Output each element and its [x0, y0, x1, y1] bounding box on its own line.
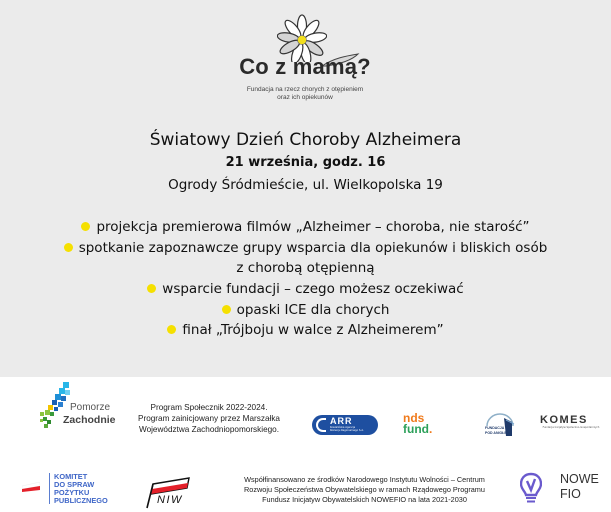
- nowe-fio-label: [560, 472, 599, 502]
- cofinancing-text: [222, 475, 507, 505]
- co-z-mama-logo: [230, 6, 380, 106]
- agenda-item-text: finał „Trójboju w walce z Alzheimerem”: [182, 322, 444, 339]
- nds-label: nds: [403, 411, 425, 425]
- divider: [49, 473, 50, 504]
- program-line: Program Społecznik 2022-2024.: [150, 403, 268, 412]
- chevron-left-icon: [316, 418, 326, 432]
- cofinancing-line: Współfinansowano ze środków Narodowego Instytutu Wolności – Centrum: [244, 475, 485, 484]
- zachodnie-label: Zachodnie: [63, 414, 116, 426]
- event-title: Światowy Dzień Choroby Alzheimera: [149, 130, 462, 150]
- nowe-fio-line: FIO: [560, 487, 581, 501]
- event-location: Ogrody Śródmieście, ul. Wielkopolska 19: [168, 177, 443, 193]
- tagline-line: Fundacja na rzecz chorych z otępieniem: [246, 86, 364, 93]
- event-date-time: 21 września, godz. 16: [225, 155, 386, 170]
- program-spolecznik-text: [125, 402, 293, 435]
- agenda-item-text: z chorobą otępienną: [236, 260, 375, 277]
- komes-sub: Fundacja Inicjatyw Społeczno-Gospodarczych: [542, 426, 600, 429]
- agenda-item-text: opaski ICE dla chorych: [236, 301, 390, 318]
- kdspp-line: PUBLICZNEGO: [54, 495, 108, 505]
- program-line: Program zainicjowany przez Marszałka: [138, 414, 280, 423]
- niw-logo: [143, 474, 195, 510]
- bullet-dot-icon: [147, 284, 156, 293]
- organization-name: Co z mamą?: [239, 54, 371, 79]
- program-line: Województwa Zachodniopomorskiego.: [138, 425, 280, 434]
- agenda-item-text: projekcja premierowa filmów „Alzheimer – choroba, nie starość”: [96, 219, 530, 235]
- komes-logo: [540, 414, 602, 429]
- fund-dot: .: [429, 422, 433, 436]
- agenda-item: [0, 217, 611, 238]
- kdspp-line: DO SPRAW: [54, 479, 95, 489]
- bullet-dot-icon: [81, 222, 90, 231]
- tagline-line: oraz ich opiekunów: [277, 94, 333, 101]
- agenda-item-text: wsparcie fundacji – czego możesz oczekiwać: [162, 281, 464, 298]
- fundacja-pod-aniolem-logo: [484, 412, 516, 438]
- nowe-fio-line: NOWE: [560, 472, 599, 486]
- fpa-line: POD ANIOŁEM: [485, 430, 510, 435]
- komitet-pozytku-publicznego-logo: [22, 472, 122, 506]
- fpa-line: FUNDACJA: [485, 426, 505, 430]
- agenda-item: [0, 279, 611, 300]
- pomorze-label: Pomorze: [70, 402, 111, 413]
- agenda-item-continuation: [0, 258, 611, 279]
- agenda-item: [0, 238, 611, 259]
- niw-label: NIW: [157, 494, 183, 506]
- nowe-fio-logo: [518, 470, 611, 506]
- arr-subtitle: [330, 426, 364, 432]
- arr-sub-line: Koszalińska Agencja: [330, 426, 356, 429]
- pomorze-zachodnie-logo: [38, 380, 118, 436]
- agenda-item-text: spotkanie zapoznawcze grupy wsparcia dla opiekunów i bliskich osób: [78, 239, 548, 256]
- fund-label: fund: [403, 422, 429, 436]
- arr-logo: [312, 415, 378, 435]
- bullet-dot-icon: [222, 305, 231, 314]
- arr-sub-line: Rozwoju Regionalnego S.A.: [330, 429, 364, 432]
- organization-tagline: [230, 86, 380, 102]
- agenda-item: [0, 300, 611, 321]
- fpa-label: [485, 426, 510, 435]
- arr-letters: ARR: [330, 416, 353, 426]
- bullet-dot-icon: [64, 243, 73, 252]
- polish-flag-icon: [22, 482, 40, 492]
- kdspp-label: [54, 473, 108, 505]
- cofinancing-line: Rozwoju Społeczeństwa Obywatelskiego w ramach Rządowego Programu: [244, 485, 485, 494]
- agenda-item: [0, 320, 611, 341]
- nds-fund-logo: [403, 413, 432, 435]
- lightbulb-icon: [520, 472, 542, 504]
- komes-name: KOMES: [540, 414, 588, 426]
- agenda-list: [0, 217, 611, 341]
- cofinancing-line: Fundusz Inicjatyw Obywatelskich NOWEFIO na lata 2021-2030: [262, 495, 467, 504]
- kdspp-line: KOMITET: [54, 472, 88, 481]
- bullet-dot-icon: [167, 325, 176, 334]
- kdspp-line: POŻYTKU: [54, 487, 90, 497]
